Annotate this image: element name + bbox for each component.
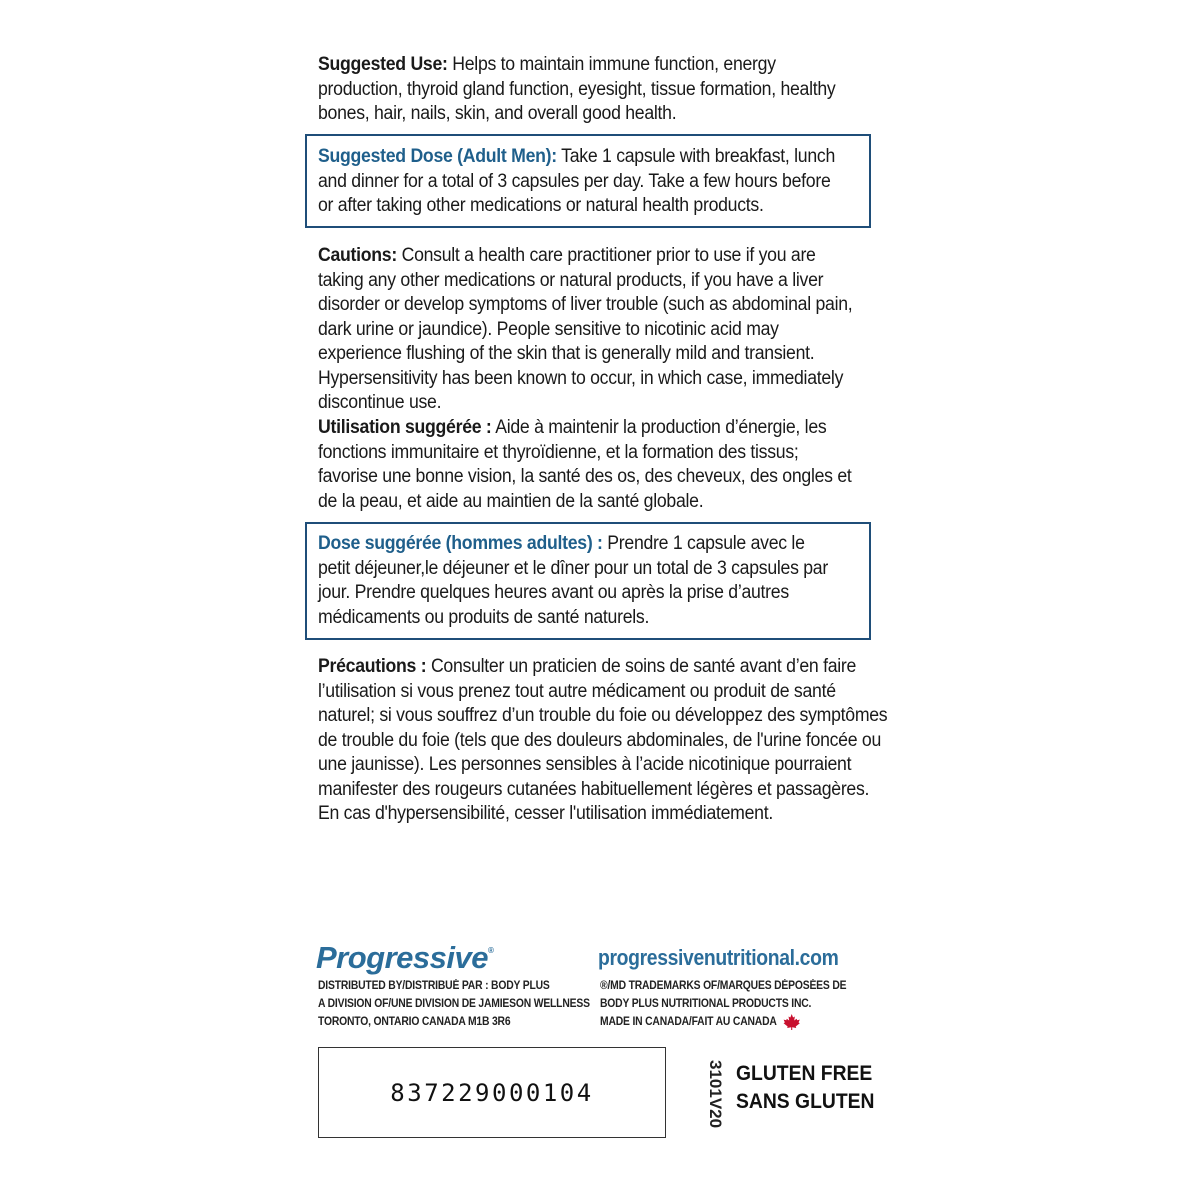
precautions-text: Consulter un praticien de soins de santé avant d’en faire l’utilisation si vous prenez tout autre médicament ou produit de santé naturel; si vous souffrez d’un trouble du foie ou développez des symptômes de trouble du foie (tels que des douleurs abdominales, de l'urine foncée ou une jaunisse). Les personnes sensibles à l’acide nicotinique pourraient manifester des rougeurs cutanées habituellement légères et passagères. En cas d'hypersensibilité, cesser l'utilisation immédiatement. [318, 656, 888, 824]
trademark-line: ®/MD TRADEMARKS OF/MARQUES DÉPOSÉES DE [600, 980, 847, 992]
distributor-block [318, 977, 590, 1031]
cautions-label: Cautions: [318, 245, 397, 266]
gluten-free-fr: SANS GLUTEN [736, 1090, 875, 1113]
trademark-line-made-in [600, 1013, 846, 1031]
barcode-box [318, 1047, 666, 1138]
distributor-line: DISTRIBUTED BY/DISTRIBUÉ PAR : BODY PLUS [318, 980, 550, 992]
distributor-line: TORONTO, ONTARIO CANADA M1B 3R6 [318, 1016, 511, 1028]
maple-leaf-icon [783, 1014, 801, 1030]
utilisation-text: Aide à maintenir la production d’énergie, les fonctions immunitaire et thyroïdienne, et la formation des tissus; favorise une bonne vision, la santé des os, des cheveux, des ongles et de la peau, et aide au maintien de la santé globale. [318, 417, 852, 512]
barcode-number: 837229000104 [390, 1078, 594, 1107]
utilisation-section [318, 416, 857, 514]
brand-registered-mark: ® [488, 946, 494, 955]
gluten-free-en: GLUTEN FREE [736, 1062, 873, 1085]
suggested-use-label: Suggested Use: [318, 54, 448, 75]
suggested-use-section [318, 53, 857, 127]
cautions-section [318, 244, 857, 416]
trademark-block [600, 977, 846, 1031]
trademark-line: BODY PLUS NUTRITIONAL PRODUCTS INC. [600, 998, 812, 1010]
suggested-dose-text: Take 1 capsule with breakfast, lunch and dinner for a total of 3 capsules per day. Take a few hours before or after taking other medications or natural health products. [318, 146, 835, 216]
made-in-canada-text: MADE IN CANADA/FAIT AU CANADA [600, 1016, 777, 1028]
utilisation-label: Utilisation suggérée : [318, 417, 492, 438]
lot-code: 3101V20 [706, 1060, 725, 1129]
precautions-section [318, 655, 895, 827]
website-link[interactable]: progressivenutritional.com [598, 945, 839, 970]
dose-suggeree-text: Prendre 1 capsule avec le petit déjeuner,le déjeuner et le dîner pour un total de 3 capsules par jour. Prendre quelques heures avant ou après la prise d’autres médicaments ou produits de santé naturels. [318, 533, 828, 628]
gluten-free-block [736, 1060, 874, 1116]
dose-suggeree-label: Dose suggérée (hommes adultes) : [318, 533, 603, 554]
suggested-dose-label: Suggested Dose (Adult Men): [318, 146, 557, 167]
cautions-text: Consult a health care practitioner prior to use if you are taking any other medications or natural products, if you have a liver disorder or develop symptoms of liver trouble (such as abdominal pain, dark urine or jaundice). People sensitive to nicotinic acid may experience flushing of the skin that is generally mild and transient. Hypersensitivity has been known to occur, in which case, immediately discontinue use. [318, 245, 853, 413]
brand-name: Progressive [316, 940, 488, 975]
distributor-line: A DIVISION OF/UNE DIVISION DE JAMIESON WELLNESS [318, 998, 590, 1010]
progressive-logo [316, 940, 493, 976]
precautions-label: Précautions : [318, 656, 427, 677]
suggested-use-text: Helps to maintain immune function, energy production, thyroid gland function, eyesight, tissue formation, healthy bones, hair, nails, skin, and overall good health. [318, 54, 836, 124]
dose-suggeree-section [318, 532, 839, 630]
suggested-dose-section [318, 145, 839, 219]
